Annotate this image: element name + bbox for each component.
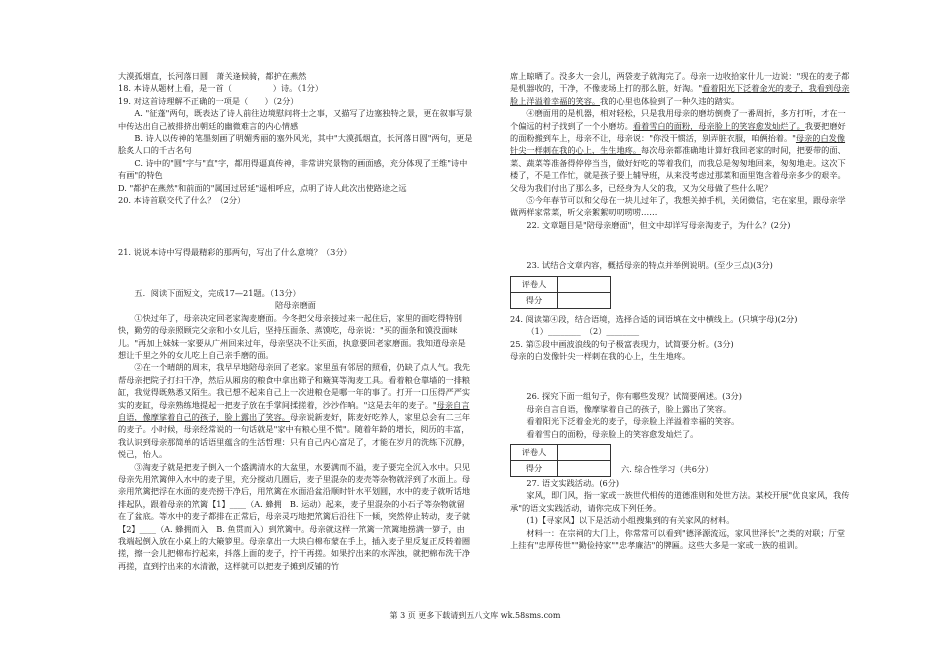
option-d: D. "都护在燕然"和前面的"属国过居延"遥相呼应，点明了诗人此次出使路途之远 <box>118 182 407 193</box>
poem-line: 大漠孤烟直，长河落日圆 萧关逢候骑，都护在燕然 <box>118 71 307 81</box>
scorer-cell[interactable] <box>558 276 611 292</box>
paragraph-3: ③淘麦子就是把麦子倒入一个盛满清水的大盆里，水要满而不溢，麦子要完全沉入水中。只见母亲先用笊篱伸入水中的麦子里，充分搅动几圈后，麦子里混杂的麦壳等杂物就浮到了水面上。母亲用笊篱把浮在水面的麦壳捞干净后，用笊篱在水面沿盆沿顺时针水平划圆，水中的麦子就听话地排起队，跟着母亲的笊篱【1】____（A. 蜂拥 B. 运动）起来，麦子里混杂的小石子等杂物就留在了盆底。等水中的麦子都排在正常后，母亲灵巧地把笊篱后沿往下一倾，突然停止转动，麦子就【2】____（A. 蜂拥而入 B. 鱼贯而入）到笊篱中。母亲就这样一笊篱一笊篱地捞满一箩子，由我端起倒入放在小桌上的大簸箩里。母亲拿出一大块白棉布蒙在手上，插入麦子里反复正反转着圈搓，擦一会儿把棉布拧起来，抖落上面的麦子，拧干再搓。如果拧出来的水浑浊，就把棉布洗干净再搓，直到拧出来的水清澈，这样就可以把麦子摊到反铺的竹 <box>118 461 471 571</box>
page-footer: 第 3 页 更多下载请到五八文库 wk.58sms.com <box>389 611 561 620</box>
question-23: 23. 试结合文章内容，概括母亲的特点并举例说明。(至少三点)(3分) <box>526 260 773 271</box>
paragraph-2-text-a: ②在一个晴朗的周末，我早早地陪母亲回了老家。家里虽有邻居的照看，仍缺了点人气。我先帮母亲把院子打扫干净，然后从厢房的粮食中拿出筛子和簸箕等淘麦工具。看着粮仓靠墙的一排粮缸，我觉得既熟悉又陌生。我已想不起来自己上一次进粮仓是哪一年的事了。打开一口压得严严实实的麦缸，母亲熟练地提起一把麦子放在手掌间揉搓着，沙沙作响。"这是去年的麦子。" <box>118 362 471 410</box>
score-label: 得分 <box>511 292 558 308</box>
paragraph-4-wavy: 母亲的白发像针尖一样刺在我的心上，生生地疼。 <box>510 133 846 156</box>
question-20: 20. 本诗首联交代了什么？（2分） <box>118 195 246 206</box>
question-26-sentence-a: 母亲自言自语，像摩挲着自己的孩子，脸上露出了笑容。 <box>526 403 732 414</box>
article-title: 陪母亲磨面 <box>275 300 316 311</box>
paragraph-3-text-c: 席上晾晒了。没多大一会儿，两袋麦子就淘完了。母亲一边收拾家什儿一边说："现在的麦子都是机器收的，干净，不像麦场上打的那么脏，好淘。" <box>510 71 850 94</box>
option-b: B. 诗人以传神的笔墨刻画了明媚秀丽的塞外风光，其中"大漠孤烟直，长河落日圆"两句，更是脍炙人口的千古名句 <box>118 133 473 156</box>
paragraph-3-continued <box>510 70 850 107</box>
option-a: A. "征蓬"两句，既表达了诗人前往边境慰问将士之事，又描写了边塞独特之景，更在叙事写景中传达出自己被排挤出朝廷的幽微难言的内心情感 <box>118 108 473 131</box>
question-26-sentence-c: 看着雪白的面粉，母亲脸上的笑容愈发灿烂了。 <box>526 428 699 439</box>
question-24: 24. 阅读第④段，结合语境，选择合适的词语填在文中横线上。(只填字母)(2分) <box>510 313 798 324</box>
paragraph-4 <box>510 107 850 194</box>
question-27: 27. 语文实践活动。(6分) <box>526 477 620 488</box>
scorer-cell-2[interactable] <box>558 444 611 460</box>
question-18: 18. 本诗从题材上看，是一首（ ）诗。（1分） <box>118 83 324 94</box>
paragraph-4-text-a: ④磨面用的是机器，相对轻松，只是我用母亲的磨坊倒费了一番周折，多方打听，才在一个偏远的村子找到了一个小磨坊。 <box>510 108 846 131</box>
paragraph-4-text-b: 我要把磨好的面粉搬到车上，母亲不让，母亲说："你没干惯活，别弄脏衣服，咱俩抬着。" <box>510 120 846 144</box>
question-19: 19. 对这首诗理解不正确的一项是（ ）（2分） <box>118 95 299 106</box>
scorer-label: 评卷人 <box>511 276 558 292</box>
paragraph-5: ⑤今年春节可以和父母在一块儿过年了，我想关掉手机，关闭微信，宅在家里，跟母亲学做两样家常菜，听父亲絮絮叨叨唠唠…… <box>510 195 846 218</box>
right-column <box>510 70 850 551</box>
scorer-label-2: 评卷人 <box>511 444 558 460</box>
paragraph-4-text-c: 每次母亲都准确地计算好我回老家的时间，把要带的面、菜、蔬菜等准备得停停当当，做好好吃的等着我们，而我总是匆匆地回来，匆匆地走。这次下楼了，不是工作忙，就是孩子要上辅导班，从来没考虑过那菜和面里饱含着母亲多少的艰辛。父母为我们付出了那么多，已经身为人父的我，又为父母做了些什么呢？ <box>510 145 846 193</box>
option-c: C. 诗中的"圆"字与"直"字，都用得逼真传神，非常讲究景物的画面感，充分体现了王维"诗中有画"的特色 <box>118 157 468 181</box>
paragraph-2-underlined: 母亲自言自语，像摩挲着自己的孩子，脸上露出了笑容。 <box>118 399 470 422</box>
question-26-sentence-b: 看着阳光下泛着金光的麦子，母亲脸上洋溢着幸福的笑容。 <box>526 416 740 427</box>
score-box-1 <box>510 276 611 309</box>
paragraph-3-underlined: 看着阳光下泛着金光的麦子，我看到母亲脸上洋溢着幸福的笑容。 <box>510 83 850 106</box>
score-cell-2[interactable] <box>558 460 611 476</box>
paragraph-2 <box>118 361 473 460</box>
paragraph-2-text-b: 母亲说新麦好，陈麦好吃养人，家里总会有二三年的麦子。小时候，母亲经常说的一句话就是"家中有粮心里不慌"。随着年龄的增长，阅历的丰富，我认识到母亲那简单的话语里蕴含的生活哲理：只有自己内心富足了，才能在岁月的洗练下沉静，悦己，怡人。 <box>118 411 471 460</box>
score-cell[interactable] <box>558 292 611 308</box>
question-25: 25. 第⑤段中画波浪线的句子极富表现力，试简要分析。(3分) <box>510 338 734 349</box>
question-26: 26. 探究下面一组句子，你有哪些发现？试简要阐述。(3分) <box>526 391 742 402</box>
question-24-blanks: （1）________ （2）________ <box>526 326 640 337</box>
paragraph-3-text-d: 我的心里也体验到了一种久违的踏实。 <box>600 95 740 106</box>
left-column <box>118 70 473 572</box>
section-5-heading: 五．阅读下面短文，完成17—21题。（13分） <box>134 287 301 298</box>
score-box-2 <box>510 444 611 477</box>
question-27-material-1: 材料一：在宗祠的大门上，你常常可以看到"德泽源流远，家风世泽长"之类的对联；厅堂上挂有"忠厚传世""勤俭持家""忠孝廉洁"的牌匾。这些大多是一家或一族的祖训。 <box>510 527 846 550</box>
question-27-task-1: (1)【寻家风】以下是活动小组搜集到的有关家风的材料。 <box>526 515 735 526</box>
score-box-2-row <box>510 444 850 477</box>
section-6-heading: 六. 综合性学习（共6分） <box>621 463 714 474</box>
question-27-intro: 家风，即门风，指一家或一族世代相传的道德准则和处世方法。某校开展"优良家风，我传承"的语文实践活动，请你完成下列任务。 <box>510 490 850 513</box>
question-21: 21. 说说本诗中写得最精彩的那两句，写出了什么意境？（3分） <box>118 247 352 258</box>
score-label-2: 得分 <box>511 460 558 476</box>
paragraph-1: ①快过年了，母亲决定回老家淘麦磨面。今冬把父母亲接过来一起住后，家里的面吃得特别快，勤劳的母亲照顾完父亲和小女儿后，坚持压面条、蒸馍吃，母亲说："买的面条和馍没面味儿。"再加上妹妹一家要从广州回来过年，母亲坚决不让买面，执意要回老家磨面。我知道母亲是想让千里之外的女儿吃上自己亲手磨的面。 <box>118 312 466 360</box>
paragraph-4-underlined: 看着雪白的面粉，母亲脸上的笑容愈发灿烂了。 <box>632 120 805 131</box>
question-25-sentence: 母亲的白发像针尖一样刺在我的心上，生生地疼。 <box>510 350 691 361</box>
question-22: 22. 文章题目是"陪母亲磨面"，但文中却详写母亲淘麦子，为什么？(2分) <box>526 219 791 230</box>
